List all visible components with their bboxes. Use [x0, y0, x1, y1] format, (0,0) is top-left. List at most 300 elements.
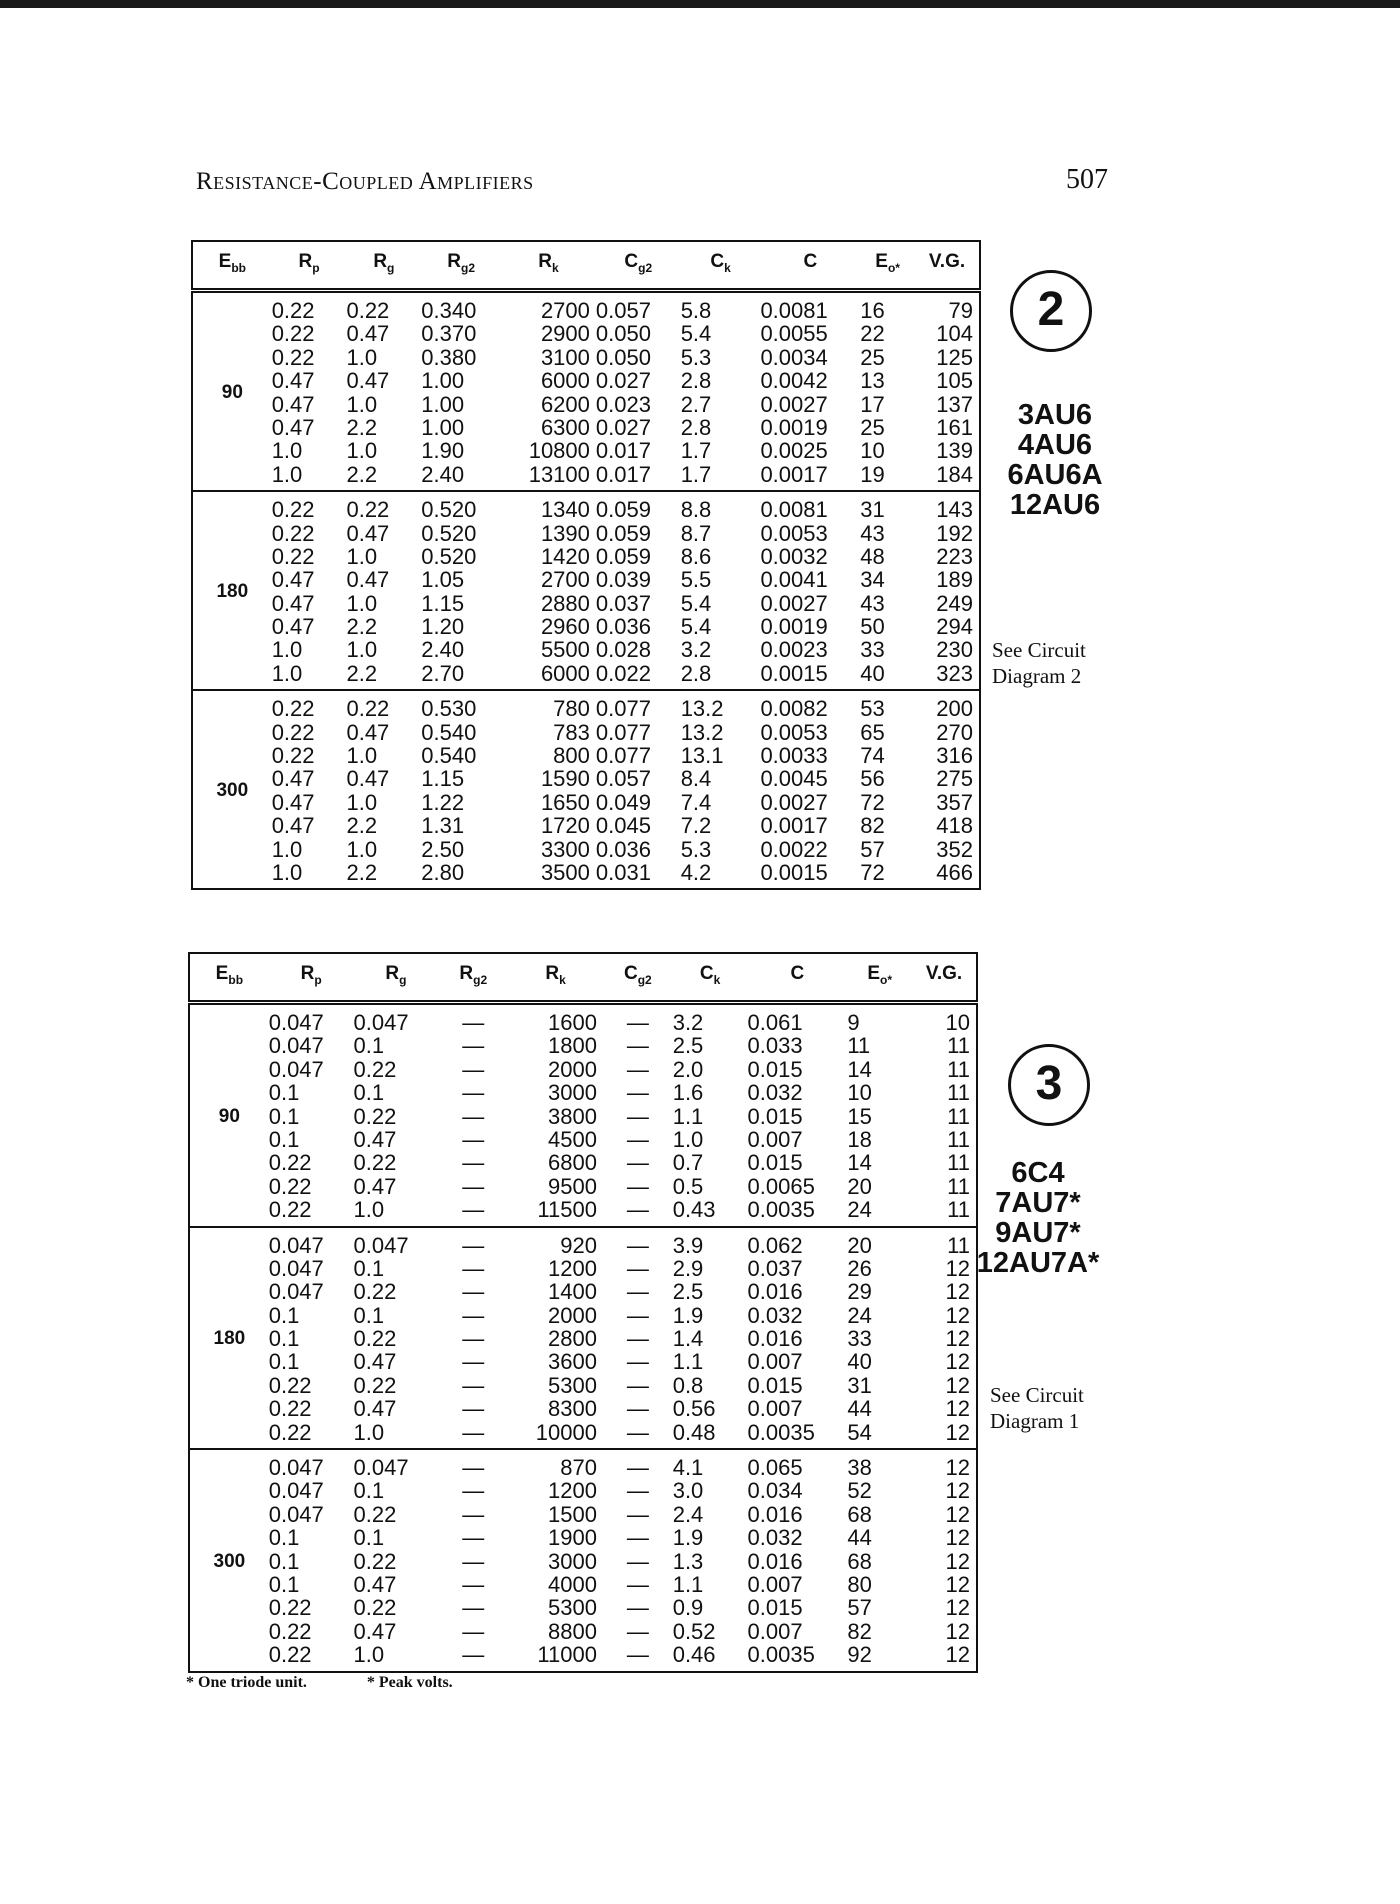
column-rg	[354, 1227, 439, 1450]
cell-value: 1.0	[346, 438, 378, 464]
column-header: $R_p$	[269, 953, 354, 1003]
tube-type: 3AU6	[1017, 399, 1093, 431]
cell-value: 8800	[548, 1618, 597, 1644]
cell-value: 0.057	[595, 766, 651, 792]
cell-value: 2700	[540, 298, 590, 323]
cell-value: 1900	[548, 1525, 597, 1551]
column-rp	[269, 1003, 354, 1227]
cell-value: 0.016	[747, 1548, 803, 1574]
cell-value: 2.9	[672, 1255, 704, 1281]
cell-value: 0.46	[672, 1642, 716, 1668]
cell-value: 0.0082	[760, 696, 828, 722]
cell-value: 3300	[540, 836, 590, 862]
cell-value: 12	[945, 1419, 970, 1445]
cell-value: 24	[847, 1197, 872, 1223]
cell-value: 1720	[540, 813, 590, 839]
cell-value: 0.1	[268, 1548, 300, 1574]
cell-value: 0.22	[271, 298, 315, 323]
cell-value: 1.90	[421, 438, 465, 464]
cell-value: 3500	[540, 859, 590, 885]
cell-value: 1800	[548, 1033, 597, 1059]
cell-value: 11	[947, 1232, 970, 1258]
cell-value: 0.370	[421, 321, 477, 347]
cell-value: —	[626, 1326, 649, 1352]
cell-value: 1.6	[672, 1080, 704, 1106]
cell-value: 72	[860, 789, 885, 815]
page-title: Resistance-Coupled Amplifiers	[196, 168, 534, 195]
cell-value: 12	[945, 1349, 970, 1375]
cell-value: 11000	[537, 1642, 597, 1668]
cell-value: 2.2	[346, 813, 378, 839]
cell-value: 0.047	[268, 1478, 324, 1504]
column-rp	[272, 491, 347, 690]
cell-value: 1.20	[421, 614, 465, 640]
cell-value: 33	[847, 1326, 872, 1352]
tube-types-list	[968, 1158, 1108, 1278]
cell-value: 0.1	[353, 1033, 385, 1059]
cell-value: 0.007	[747, 1396, 803, 1422]
cell-value: 0.47	[271, 414, 315, 440]
cell-value: 10	[945, 1010, 970, 1035]
cell-value: 1.15	[421, 590, 465, 616]
cell-value: 4.2	[680, 859, 712, 885]
cell-value: 1600	[548, 1010, 597, 1035]
cell-value: 0.1	[353, 1478, 385, 1504]
cell-value: 1.0	[271, 836, 303, 862]
cell-value: —	[462, 1548, 485, 1574]
voltage-group-row	[189, 1449, 977, 1672]
cell-value: 0.0015	[760, 660, 828, 686]
cell-value: 800	[553, 743, 590, 769]
column-ck	[681, 491, 761, 690]
cell-value: 0.015	[747, 1150, 803, 1176]
cell-value: 0.061	[747, 1010, 803, 1035]
cell-value: 6000	[540, 660, 590, 686]
cell-value: 14	[847, 1150, 872, 1176]
cell-value: 0.22	[353, 1056, 397, 1082]
cell-value: 2.40	[421, 461, 465, 487]
cell-value: 2.2	[346, 859, 378, 885]
column-rg	[346, 491, 421, 690]
column-vg	[915, 690, 980, 889]
cell-value: 0.1	[268, 1103, 300, 1129]
cell-value: —	[462, 1455, 485, 1481]
cell-value: 12	[945, 1255, 970, 1281]
cell-value: 0.045	[595, 813, 651, 839]
column-header: V.G.	[912, 953, 977, 1003]
supply-voltage: 90	[218, 1105, 240, 1127]
cell-value: 12	[945, 1525, 970, 1551]
cell-value: 0.22	[268, 1642, 312, 1668]
cell-value: 105	[936, 368, 973, 394]
cell-value: 2900	[540, 321, 590, 347]
cell-value: 0.015	[747, 1595, 803, 1621]
column-ck	[681, 690, 761, 889]
voltage-group-row	[192, 491, 980, 690]
cell-value: 0.22	[271, 344, 315, 370]
cell-value: 0.007	[747, 1126, 803, 1152]
cell-value: —	[626, 1396, 649, 1422]
column-header: $E_{o*}$	[860, 241, 915, 291]
cell-value: 0.0022	[760, 836, 828, 862]
cell-value: 0.1	[268, 1326, 300, 1352]
column-vg	[915, 491, 980, 690]
cell-value: 0.0025	[760, 438, 828, 464]
cell-value: 0.0019	[760, 414, 828, 440]
cell-value: 10800	[528, 438, 590, 464]
cell-value: 2.2	[346, 414, 378, 440]
cell-value: 0.065	[747, 1455, 803, 1481]
cell-value: 0.027	[595, 414, 651, 440]
cell-value: 6000	[540, 368, 590, 394]
cell-value: 0.47	[271, 789, 315, 815]
cell-value: 11	[947, 1150, 970, 1176]
cell-value: 2.8	[680, 414, 712, 440]
cell-value: 0.0019	[760, 614, 828, 640]
note-line: See Circuit	[990, 1383, 1084, 1407]
cell-value: 5.3	[680, 836, 712, 862]
cell-value: 5.8	[680, 298, 712, 323]
cell-value: —	[462, 1197, 485, 1223]
cell-value: 0.0023	[760, 637, 828, 663]
cell-value: 68	[847, 1501, 872, 1527]
cell-value: 5.3	[680, 344, 712, 370]
cell-value: 223	[936, 543, 973, 569]
cell-value: 1.0	[353, 1197, 385, 1223]
cell-value: 0.077	[595, 696, 651, 722]
cell-value: 189	[936, 567, 973, 593]
cell-value: —	[462, 1525, 485, 1551]
cell-value: 0.47	[271, 614, 315, 640]
cell-value: 1650	[540, 789, 590, 815]
cell-value: 0.017	[595, 438, 651, 464]
column-header: $C_{g2}$	[603, 953, 673, 1003]
cell-value: 1.00	[421, 391, 465, 417]
column-header: $C_k$	[681, 241, 761, 291]
cell-value: —	[462, 1618, 485, 1644]
column-rk	[501, 690, 596, 889]
cell-value: 5.4	[680, 321, 712, 347]
cell-value: —	[462, 1396, 485, 1422]
cell-value: 275	[936, 766, 973, 792]
cell-value: 0.1	[268, 1571, 300, 1597]
cell-value: 29	[847, 1279, 872, 1305]
column-eo	[860, 491, 915, 690]
cell-value: 0.0033	[760, 743, 828, 769]
cell-value: 11	[947, 1126, 970, 1152]
cell-value: 68	[847, 1548, 872, 1574]
cell-value: 0.023	[595, 391, 651, 417]
tube-type: 7AU7*	[995, 1187, 1081, 1219]
cell-value: 3.9	[672, 1232, 704, 1258]
cell-value: 12	[945, 1501, 970, 1527]
cell-value: 0.1	[353, 1525, 385, 1551]
cell-value: 80	[847, 1571, 872, 1597]
circuit-number-badge: 2	[1010, 270, 1092, 352]
cell-value: 6200	[540, 391, 590, 417]
cell-value: 0.47	[271, 813, 315, 839]
cell-value: 0.9	[672, 1595, 704, 1621]
cell-value: —	[626, 1279, 649, 1305]
cell-value: —	[626, 1618, 649, 1644]
column-eo	[860, 690, 915, 889]
cell-value: 137	[936, 391, 973, 417]
cell-value: 74	[860, 743, 885, 769]
column-rg2	[421, 491, 501, 690]
cell-value: 0.22	[268, 1372, 312, 1398]
cell-value: 0.22	[268, 1595, 312, 1621]
column-eo	[847, 1449, 912, 1672]
cell-value: 16	[860, 298, 885, 323]
cell-value: 294	[936, 614, 973, 640]
cell-value: 4500	[548, 1126, 597, 1152]
cell-value: 20	[847, 1173, 872, 1199]
cell-value: 0.032	[747, 1080, 803, 1106]
column-c	[748, 1449, 848, 1672]
cell-value: 0.007	[747, 1349, 803, 1375]
cell-value: 316	[936, 743, 973, 769]
cell-value: 0.047	[353, 1232, 409, 1258]
tube-type: 4AU6	[1017, 429, 1093, 461]
cell-value: —	[626, 1302, 649, 1328]
cell-value: 0.039	[595, 567, 651, 593]
cell-value: 1.0	[271, 461, 303, 487]
cell-value: 0.0081	[760, 298, 828, 323]
cell-value: 0.22	[353, 1372, 397, 1398]
column-cg2	[603, 1003, 673, 1227]
cell-value: 0.47	[353, 1618, 397, 1644]
cell-value: 0.22	[353, 1326, 397, 1352]
cell-value: 12	[945, 1396, 970, 1422]
cell-value: 13.2	[680, 696, 724, 722]
cell-value: 0.077	[595, 743, 651, 769]
cell-value: 1.0	[346, 637, 378, 663]
cell-value: 0.47	[346, 719, 390, 745]
cell-value: 1.7	[680, 461, 712, 487]
cell-value: 12	[945, 1642, 970, 1668]
cell-value: 1.1	[672, 1349, 704, 1375]
cell-value: 0.43	[672, 1197, 716, 1223]
cell-value: 0.22	[271, 520, 315, 546]
circuit-diagram-note	[992, 637, 1086, 689]
cell-value: 0.22	[271, 497, 315, 523]
cell-value: 0.22	[346, 298, 390, 323]
cell-value: 1.0	[346, 789, 378, 815]
cell-value: 2.50	[421, 836, 465, 862]
cell-value: —	[462, 1232, 485, 1258]
tube-types-list	[990, 400, 1120, 520]
cell-value: 44	[847, 1396, 872, 1422]
cell-value: 26	[847, 1255, 872, 1281]
column-c	[748, 1227, 848, 1450]
column-rg2	[438, 1449, 508, 1672]
cell-value: 0.1	[268, 1349, 300, 1375]
tube-type: 6AU6A	[1007, 459, 1103, 491]
cell-value: 11	[947, 1033, 970, 1059]
cell-value: 0.016	[747, 1501, 803, 1527]
tube-type: 12AU6	[1009, 489, 1101, 521]
cell-value: 2.70	[421, 660, 465, 686]
cell-value: 0.007	[747, 1571, 803, 1597]
cell-value: 53	[860, 696, 885, 722]
cell-value: 11	[947, 1056, 970, 1082]
cell-value: 10000	[535, 1419, 597, 1445]
column-ck	[673, 1449, 748, 1672]
cell-value: 0.0055	[760, 321, 828, 347]
cell-value: 0.047	[353, 1455, 409, 1481]
column-rk	[508, 1227, 603, 1450]
cell-value: —	[462, 1010, 485, 1035]
cell-value: 0.0032	[760, 543, 828, 569]
cell-value: 2.8	[680, 660, 712, 686]
cell-value: 12	[945, 1372, 970, 1398]
cell-value: 6800	[548, 1150, 597, 1176]
cell-value: 8.8	[680, 497, 712, 523]
cell-value: 3.2	[672, 1010, 704, 1035]
cell-value: 0.47	[271, 368, 315, 394]
cell-value: 11	[947, 1173, 970, 1199]
footnote: * Peak volts.	[366, 1674, 453, 1691]
cell-value: 0.47	[346, 321, 390, 347]
table-header-row	[189, 953, 977, 1003]
cell-value: 0.015	[747, 1103, 803, 1129]
cell-value: 1.0	[271, 660, 303, 686]
cell-value: 0.47	[353, 1571, 397, 1597]
cell-value: 0.0035	[747, 1197, 815, 1223]
cell-value: 2.0	[672, 1056, 704, 1082]
cell-value: 24	[847, 1302, 872, 1328]
table-pentode	[191, 240, 981, 890]
page-number: 507	[1066, 164, 1108, 195]
column-ck	[681, 291, 761, 492]
cell-value: 0.047	[268, 1279, 324, 1305]
cell-value: 65	[860, 719, 885, 745]
cell-value: —	[462, 1571, 485, 1597]
supply-voltage: 300	[189, 1449, 269, 1672]
cell-value: 1.0	[346, 836, 378, 862]
cell-value: 0.017	[595, 461, 651, 487]
column-rg	[354, 1449, 439, 1672]
cell-value: 0.047	[268, 1255, 324, 1281]
cell-value: —	[626, 1080, 649, 1106]
column-vg	[912, 1449, 977, 1672]
cell-value: 0.0017	[760, 461, 828, 487]
cell-value: 357	[936, 789, 973, 815]
cell-value: 0.049	[595, 789, 651, 815]
cell-value: 192	[936, 520, 973, 546]
cell-value: 0.0027	[760, 590, 828, 616]
cell-value: —	[462, 1642, 485, 1668]
cell-value: 0.47	[271, 766, 315, 792]
cell-value: 0.520	[421, 497, 477, 523]
cell-value: 0.52	[672, 1618, 716, 1644]
tube-type: 12AU7A*	[976, 1247, 1100, 1279]
cell-value: 13.2	[680, 719, 724, 745]
cell-value: 0.0081	[760, 497, 828, 523]
cell-value: 270	[936, 719, 973, 745]
cell-value: 10	[860, 438, 885, 464]
cell-value: 1.31	[421, 813, 465, 839]
column-vg	[915, 291, 980, 492]
cell-value: 4000	[548, 1571, 597, 1597]
cell-value: 12	[945, 1326, 970, 1352]
column-rk	[501, 291, 596, 492]
cell-value: 12	[945, 1548, 970, 1574]
cell-value: 0.22	[268, 1197, 312, 1223]
cell-value: 10	[847, 1080, 872, 1106]
cell-value: —	[462, 1080, 485, 1106]
column-header: $C_k$	[673, 953, 748, 1003]
column-rg	[354, 1003, 439, 1227]
cell-value: —	[462, 1150, 485, 1176]
cell-value: 3100	[540, 344, 590, 370]
column-cg2	[603, 1227, 673, 1450]
cell-value: 11500	[537, 1197, 597, 1223]
cell-value: 0.1	[353, 1080, 385, 1106]
column-rp	[269, 1227, 354, 1450]
column-eo	[860, 291, 915, 492]
cell-value: 50	[860, 614, 885, 640]
cell-value: 12	[945, 1478, 970, 1504]
cell-value: 12	[945, 1618, 970, 1644]
cell-value: 40	[847, 1349, 872, 1375]
cell-value: 13.1	[680, 743, 724, 769]
cell-value: 20	[847, 1232, 872, 1258]
column-rg2	[421, 690, 501, 889]
cell-value: —	[462, 1595, 485, 1621]
cell-value: 0.540	[421, 719, 477, 745]
cell-value: —	[626, 1642, 649, 1668]
cell-value: 3800	[548, 1103, 597, 1129]
column-rp	[272, 291, 347, 492]
note-line: Diagram 2	[992, 664, 1082, 688]
cell-value: 1340	[540, 497, 590, 523]
cell-value: —	[462, 1056, 485, 1082]
cell-value: 2880	[540, 590, 590, 616]
cell-value: —	[462, 1478, 485, 1504]
cell-value: 0.027	[595, 368, 651, 394]
cell-value: 0.22	[268, 1150, 312, 1176]
cell-value: 12	[945, 1571, 970, 1597]
cell-value: 1.0	[353, 1419, 385, 1445]
cell-value: 0.047	[268, 1033, 324, 1059]
cell-value: 18	[847, 1126, 872, 1152]
cell-value: 3.2	[680, 637, 712, 663]
cell-value: —	[626, 1372, 649, 1398]
cell-value: 0.062	[747, 1232, 803, 1258]
cell-value: 466	[936, 859, 973, 885]
column-rg2	[438, 1227, 508, 1450]
cell-value: 2.5	[672, 1279, 704, 1305]
voltage-group-row	[189, 1227, 977, 1450]
cell-value: 0.47	[353, 1173, 397, 1199]
cell-value: 0.22	[271, 719, 315, 745]
cell-value: 2.80	[421, 859, 465, 885]
cell-value: 2960	[540, 614, 590, 640]
cell-value: 0.050	[595, 321, 651, 347]
column-ck	[673, 1003, 748, 1227]
cell-value: 72	[860, 859, 885, 885]
cell-value: 0.22	[353, 1150, 397, 1176]
note-line: Diagram 1	[990, 1409, 1080, 1433]
column-cg2	[596, 690, 681, 889]
table-header-row	[192, 241, 980, 291]
column-rg	[346, 291, 421, 492]
cell-value: 33	[860, 637, 885, 663]
column-header: C	[748, 953, 848, 1003]
cell-value: 0.47	[353, 1349, 397, 1375]
cell-value: 5300	[548, 1595, 597, 1621]
